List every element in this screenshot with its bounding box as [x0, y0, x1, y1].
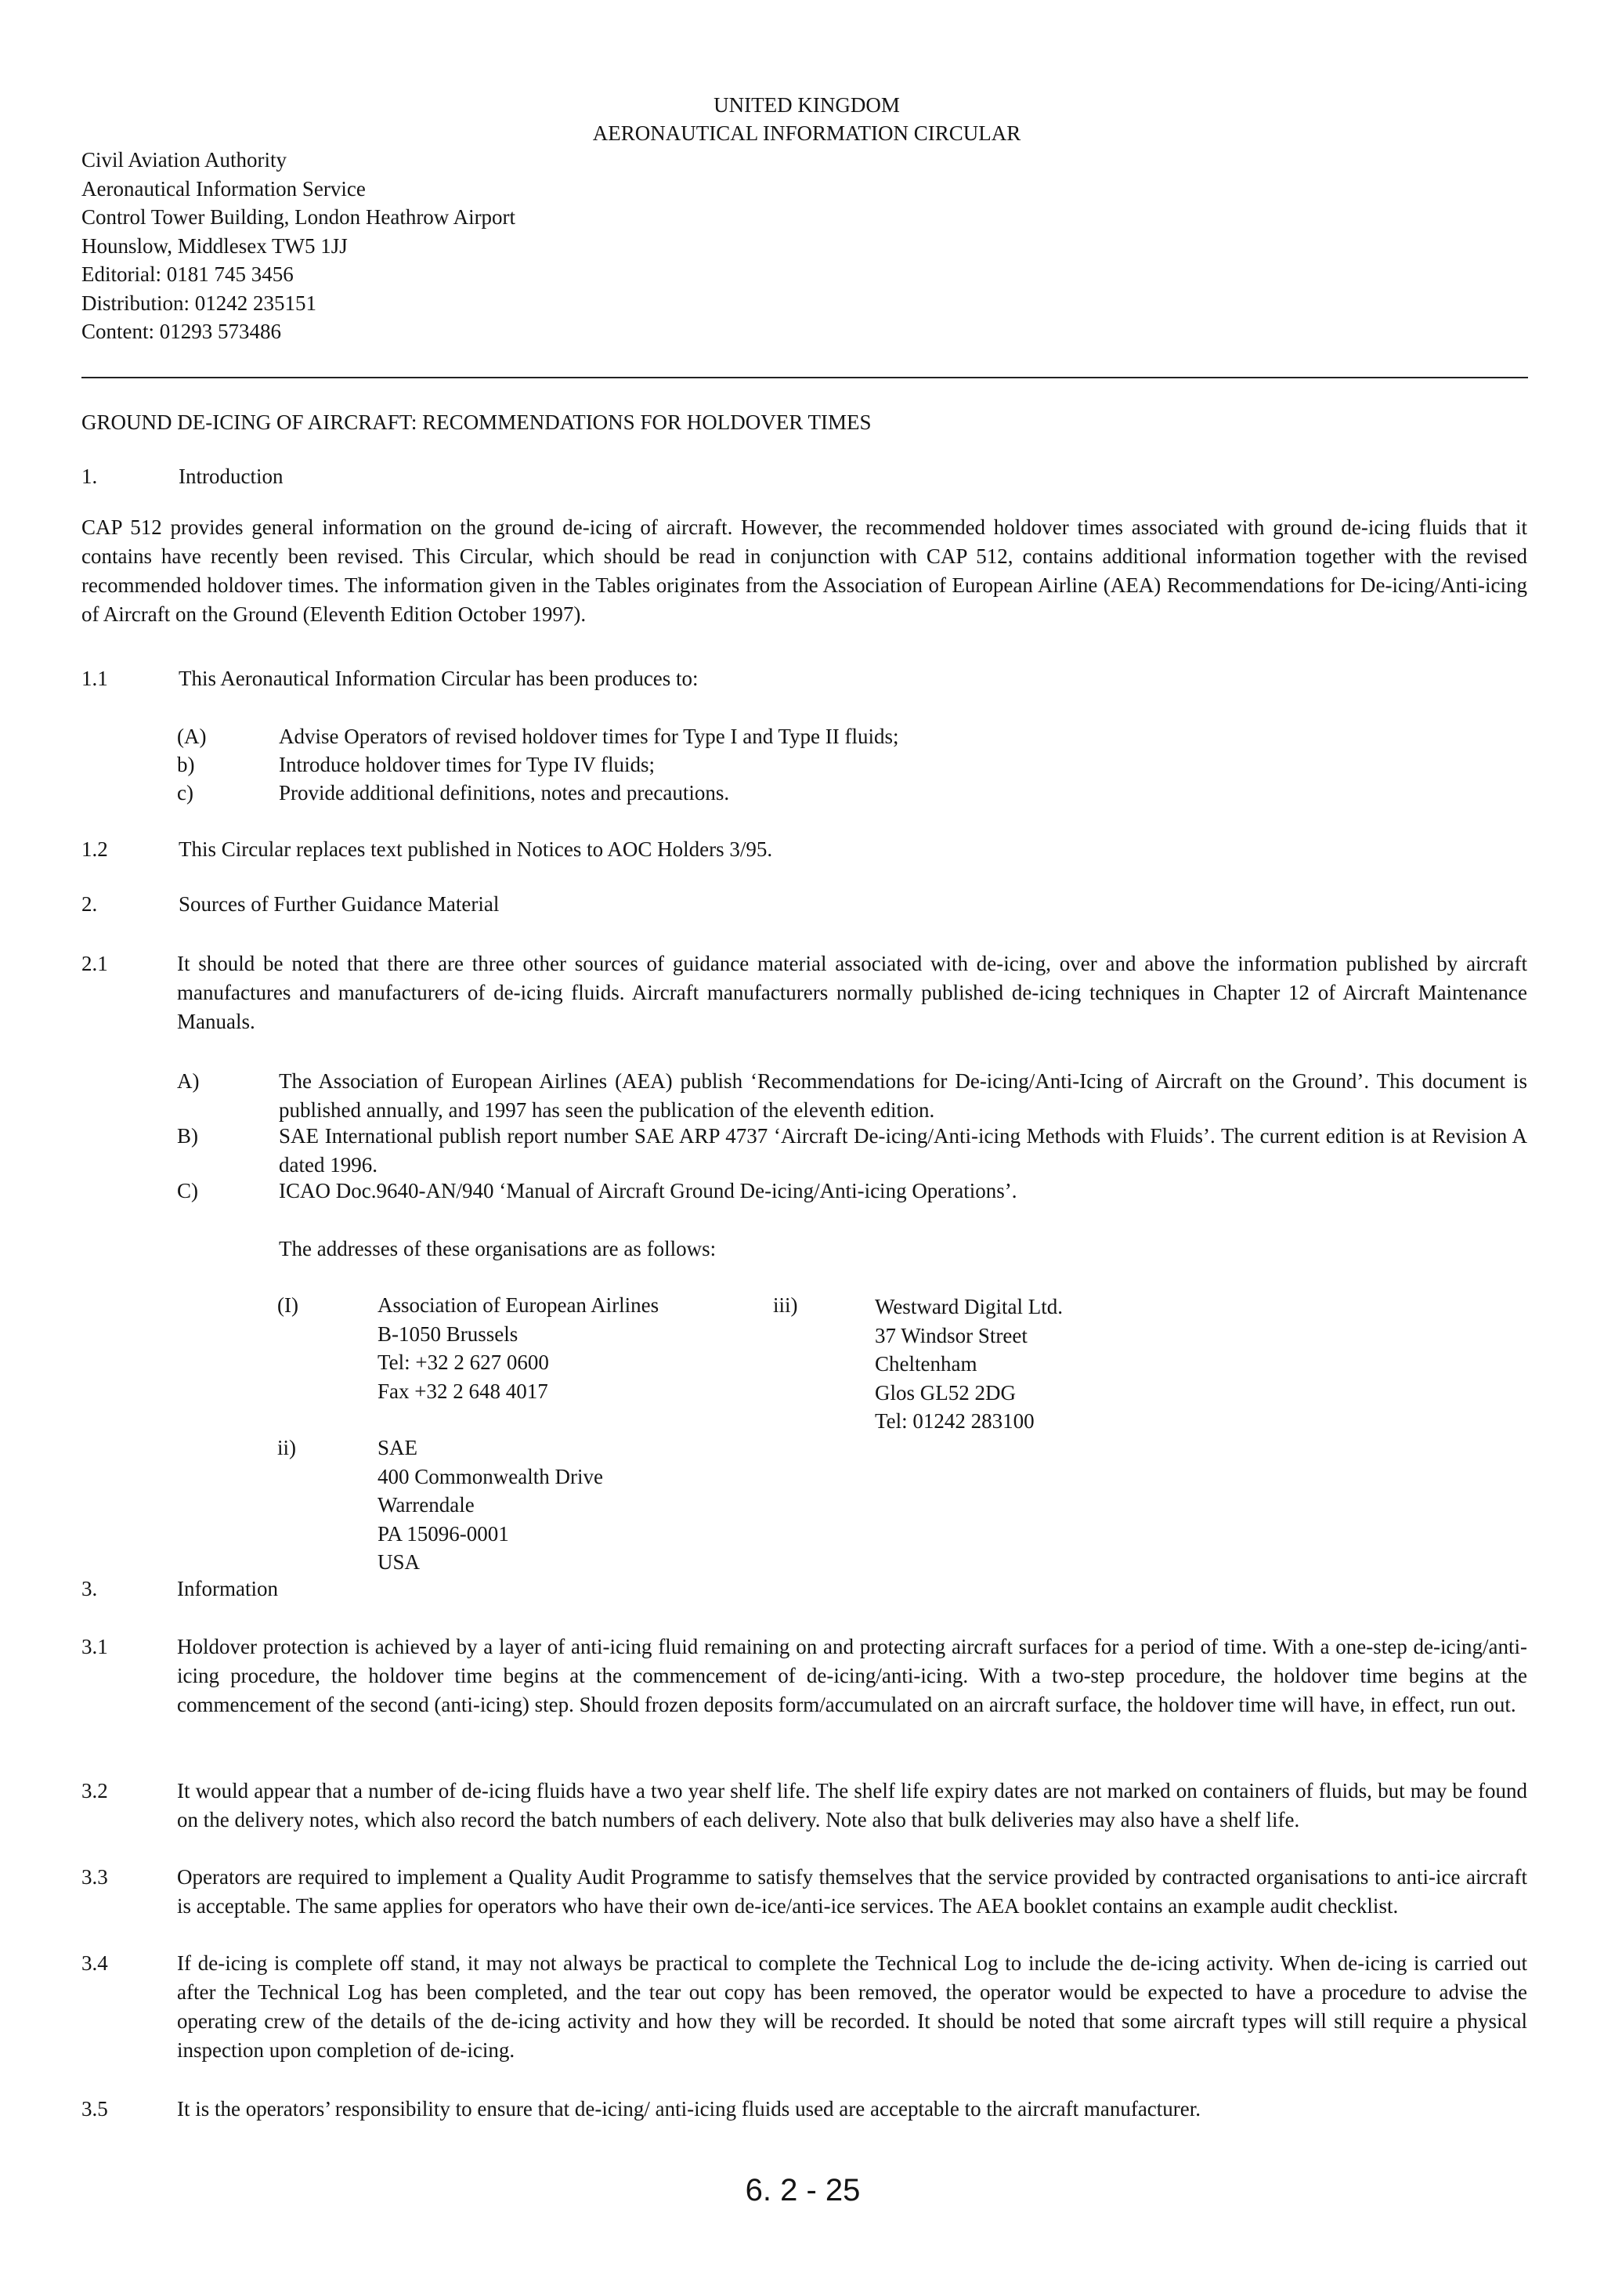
address-line: B-1050 Brussels — [378, 1322, 518, 1346]
section-heading: Introduction — [179, 465, 284, 488]
paragraph-number: 3.4 — [81, 1951, 108, 1975]
address-line: PA 15096-0001 — [378, 1521, 509, 1546]
paragraph-number: 3.5 — [81, 2097, 108, 2121]
paragraph-number: 3.1 — [81, 1635, 108, 1658]
address-line: 400 Commonwealth Drive — [378, 1464, 603, 1488]
address-line: Fax +32 2 648 4017 — [378, 1379, 548, 1403]
address-line: SAE — [378, 1436, 418, 1459]
list-item-label: c) — [177, 781, 193, 805]
address-line: Glos GL52 2DG — [875, 1380, 1016, 1405]
list-item-text: ICAO Doc.9640-AN/940 ‘Manual of Aircraft Ground De-icing/Anti-icing Operations’. — [279, 1179, 1017, 1202]
list-item-text: Advise Operators of revised holdover times for Type I and Type II fluids; — [279, 725, 899, 748]
address-line: Distribution: 01242 235151 — [81, 291, 317, 315]
address-sae — [378, 1434, 603, 1577]
list-item-label: (A) — [177, 725, 207, 748]
paragraph-text: This Circular replaces text published in Notices to AOC Holders 3/95. — [179, 837, 773, 861]
list-item-label: b) — [177, 753, 195, 776]
address-label: (I) — [277, 1293, 298, 1317]
paragraph-text: It would appear that a number of de-icing fluids have a two year shelf life. The shelf life expiry dates are not marked on containers of fluids, but may be found on the delivery notes, which also record the batch numbers of each delivery. Note also that bulk deliveries may also have a shelf life. — [177, 1779, 1527, 1831]
paragraph-text: If de-icing is complete off stand, it may not always be practical to complete the Technical Log to include the de-icing activity. When de-icing is carried out after the Technical Log has been completed, and the tear out copy has been removed, the operator would be expected to have a procedure to advise the operating crew of the details of the de-icing activity and how they will be recorded. It should be noted that some aircraft types will still require a physical inspection upon completion of de-icing. — [177, 1951, 1527, 2062]
section-number: 1. — [81, 465, 98, 488]
page-number: 6. 2 - 25 — [745, 2173, 861, 2207]
list-item-label: B) — [177, 1124, 198, 1148]
paragraph-number: 2.1 — [81, 952, 108, 975]
section-heading: Information — [177, 1577, 278, 1600]
address-line: Westward Digital Ltd. — [875, 1295, 1064, 1318]
document-title: GROUND DE-ICING OF AIRCRAFT: RECOMMENDATIONS FOR HOLDOVER TIMES — [81, 410, 872, 434]
address-aea — [378, 1291, 659, 1405]
address-westward — [875, 1293, 1063, 1436]
intro-paragraph: CAP 512 provides general information on the ground de-icing of aircraft. However, the recommended holdover times associated with ground de-icing fluids that it contains have recently been revised. This Circular, which should be read in conjunction with CAP 512, contains additional information together with the revised recommended holdover times. The information given in the Tables originates from the Association of European Airline (AEA) Recommendations for De-icing/Anti-icing of Aircraft on the Ground (Eleventh Edition October 1997). — [81, 515, 1527, 626]
section-number: 3. — [81, 1577, 98, 1600]
paragraph-number: 3.3 — [81, 1865, 108, 1889]
address-line: Editorial: 0181 745 3456 — [81, 262, 294, 286]
header-divider — [81, 377, 1528, 378]
address-line: Control Tower Building, London Heathrow Airport — [81, 205, 516, 229]
paragraph-text: Operators are required to implement a Quality Audit Programme to satisfy themselves that the service provided by contracted organisations to anti-ice aircraft is acceptable. The same applies for operators who have their own de-ice/anti-ice services. The AEA booklet contains an example audit checklist. — [177, 1865, 1527, 1918]
address-label: iii) — [773, 1293, 798, 1317]
paragraph-text: This Aeronautical Information Circular has been produces to: — [179, 667, 699, 690]
circular-header — [580, 91, 1034, 147]
paragraph-number: 1.1 — [81, 667, 108, 690]
list-item-text: The Association of European Airlines (AEA) publish ‘Recommendations for De-icing/Anti-Icing of Aircraft on the Ground’. This document is published annually, and 1997 has seen the publication of the eleventh edition. — [279, 1069, 1527, 1122]
address-line: Hounslow, Middlesex TW5 1JJ — [81, 233, 348, 258]
paragraph-text: It should be noted that there are three other sources of guidance material associated with de-icing, over and above the information published by aircraft manufactures and manufacturers of de-icing fluids. Aircraft manufacturers normally published de-icing techniques in Chapter 12 of Aircraft Maintenance Manuals. — [177, 952, 1527, 1033]
address-line: Warrendale — [378, 1493, 475, 1517]
paragraph-text: Holdover protection is achieved by a layer of anti-icing fluid remaining on and protecting aircraft surfaces for a period of time. With a one-step de-icing/anti-icing procedure, the holdover time begins at the commencement of de-icing/anti-icing. With a two-step procedure, the holdover time begins at the commencement of the second (anti-icing) step. Should frozen deposits form/accumulated on an aircraft surface, the holdover time will have, in effect, run out. — [177, 1635, 1527, 1716]
header-publication: AERONAUTICAL INFORMATION CIRCULAR — [592, 121, 1021, 145]
list-item-label: A) — [177, 1069, 200, 1093]
address-line: Association of European Airlines — [378, 1293, 659, 1317]
address-line: Content: 01293 573486 — [81, 320, 281, 343]
header-country: UNITED KINGDOM — [713, 93, 900, 117]
address-line: USA — [378, 1550, 421, 1574]
address-line: Aeronautical Information Service — [81, 176, 366, 201]
list-item-text: Introduce holdover times for Type IV fluids; — [279, 753, 656, 776]
list-item-text: Provide additional definitions, notes and precautions. — [279, 781, 730, 805]
paragraph-text: It is the operators’ responsibility to ensure that de-icing/ anti-icing fluids used are acceptable to the aircraft manufacturer. — [177, 2097, 1201, 2121]
address-label: ii) — [277, 1436, 296, 1459]
address-line: Civil Aviation Authority — [81, 148, 287, 172]
address-line: Tel: 01242 283100 — [875, 1409, 1035, 1433]
issuer-address — [81, 146, 515, 346]
paragraph-number: 1.2 — [81, 837, 108, 861]
list-item-label: C) — [177, 1179, 198, 1202]
section-number: 2. — [81, 892, 98, 916]
paragraph-number: 3.2 — [81, 1779, 108, 1802]
address-line: Tel: +32 2 627 0600 — [378, 1350, 549, 1374]
address-line: 37 Windsor Street — [875, 1323, 1028, 1347]
addresses-intro: The addresses of these organisations are as follows: — [279, 1237, 717, 1260]
section-heading: Sources of Further Guidance Material — [179, 892, 500, 916]
list-item-text: SAE International publish report number SAE ARP 4737 ‘Aircraft De-icing/Anti-icing Methods with Fluids’. The current edition is at Revision A dated 1996. — [279, 1124, 1527, 1177]
address-line: Cheltenham — [875, 1352, 977, 1376]
